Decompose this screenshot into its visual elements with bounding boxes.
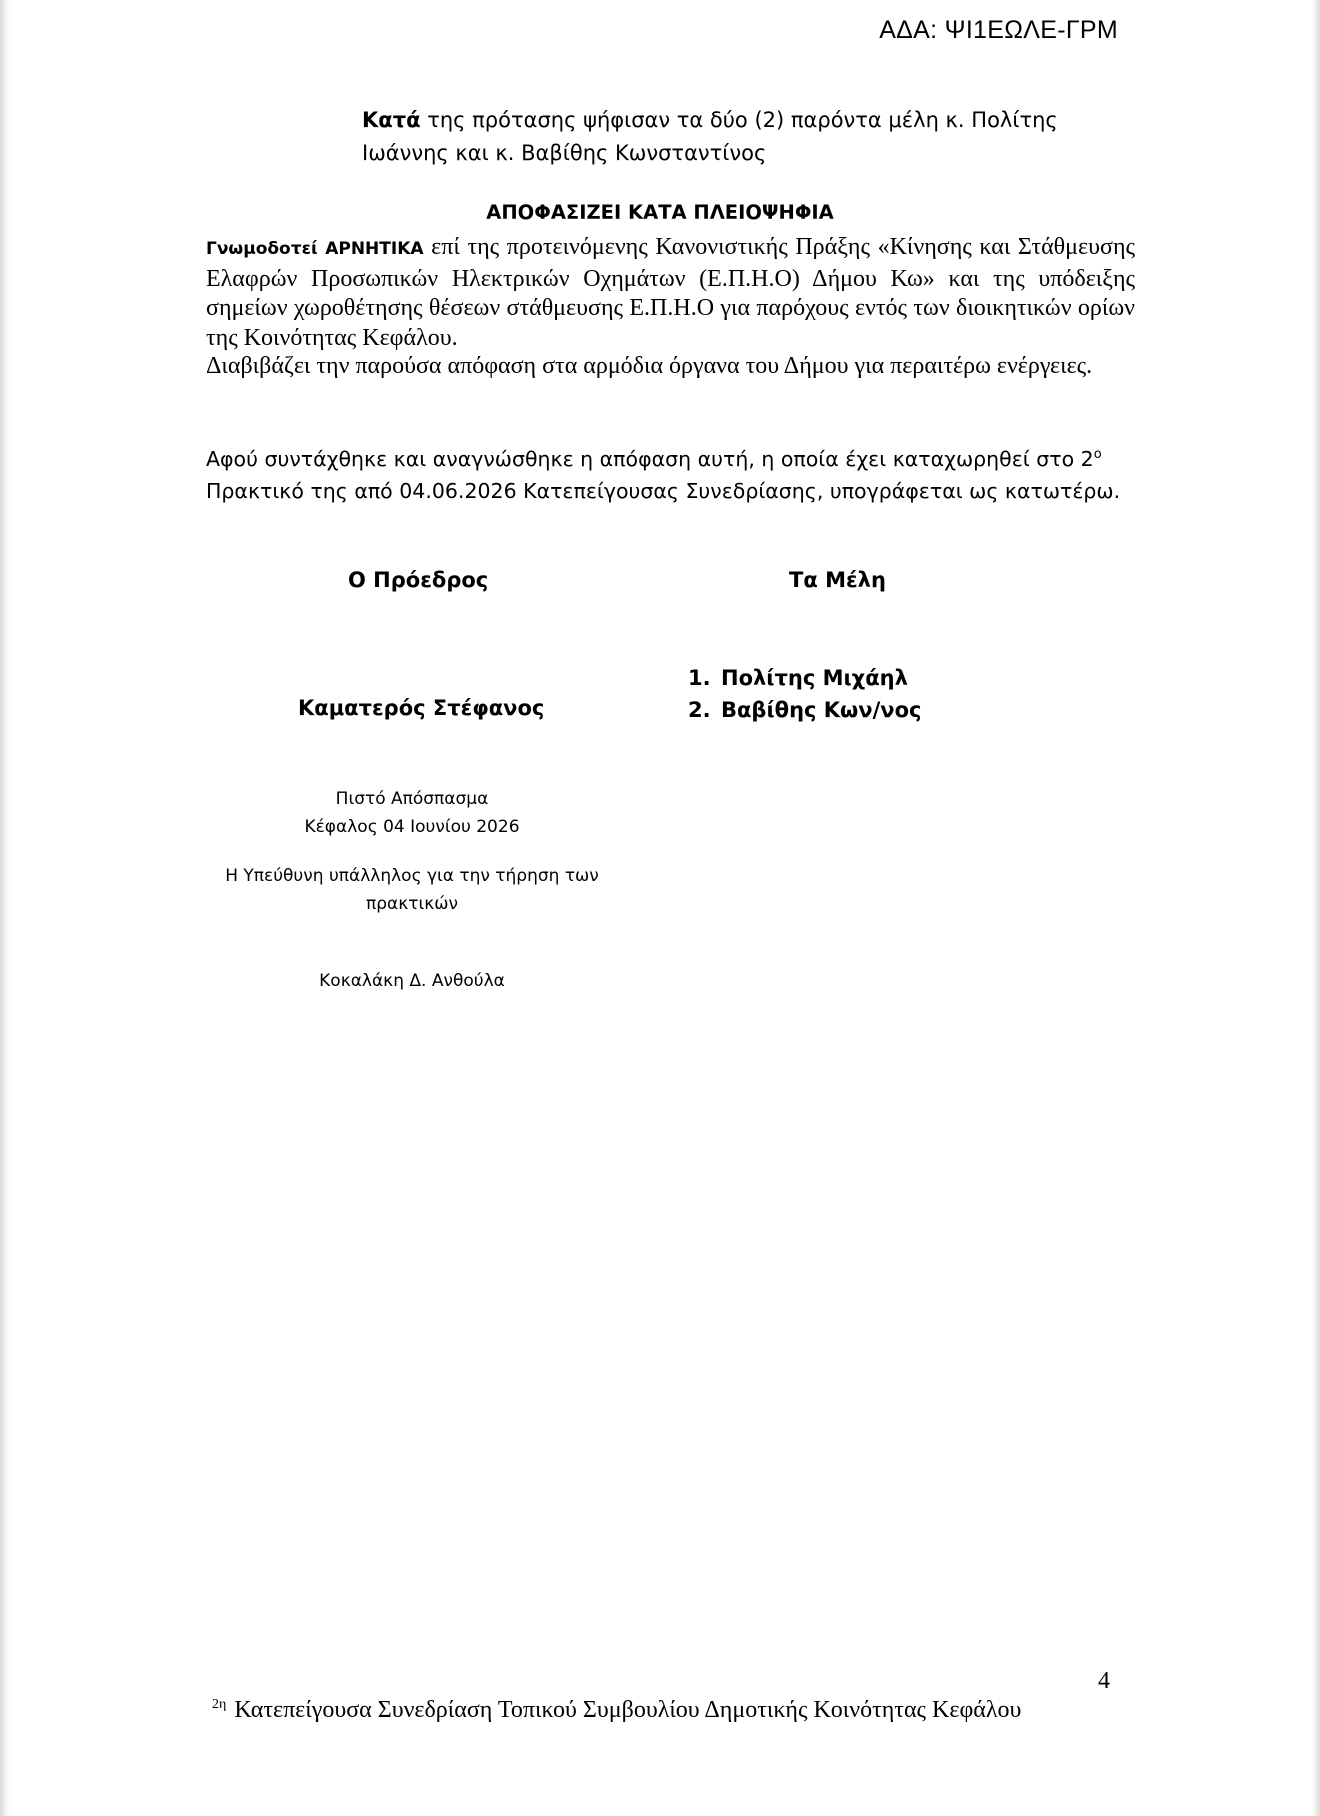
ada-code: ΑΔΑ: ΨΙ1ΕΩΛΕ-ΓΡΜ bbox=[879, 16, 1118, 44]
chair-name: Καματερός Στέφανος bbox=[298, 696, 545, 720]
closing-paragraph bbox=[206, 443, 1146, 507]
officer-role bbox=[206, 862, 618, 918]
opinion-paragraph bbox=[206, 233, 1135, 353]
chair-label: Ο Πρόεδρος bbox=[348, 568, 489, 592]
vote-against-lead: Κατά bbox=[362, 108, 421, 132]
opinion-lead: Γνωμοδοτεί ΑΡΝΗΤΙΚΑ bbox=[206, 239, 424, 259]
member-number: 1. bbox=[688, 666, 711, 690]
closing-superscript: ο bbox=[1093, 447, 1102, 463]
certification-place-date: Κέφαλος 04 Ιουνίου 2026 bbox=[304, 817, 520, 837]
opinion-text: επί της προτεινόμενης Κανονιστικής Πράξης «Κίνησης και Στάθμευσης Ελαφρών Προσωπικών Ηλεκτρικών Οχημάτων (Ε.Π.Η.Ο) Δήμου Κω» και της υπόδειξης σημείων χωροθέτησης θέσεων στάθμευσης Ε.Π.Η.Ο για παρόχους εντός των διοικητικών ορίων της Κοινότητας Κεφάλου. bbox=[206, 234, 1136, 351]
vote-against-paragraph bbox=[362, 104, 1122, 170]
officer-name: Κοκαλάκη Δ. Ανθούλα bbox=[319, 971, 505, 991]
officer-role-line1: Η Υπεύθυνη υπάλληλος για την τήρηση των bbox=[225, 866, 599, 886]
page-footer bbox=[212, 1697, 1021, 1724]
closing-text-after: Πρακτικό της από 04.06.2026 Κατεπείγουσας Συνεδρίασης, υπογράφεται ως κατωτέρω. bbox=[206, 479, 1121, 503]
officer-role-line2: πρακτικών bbox=[366, 894, 458, 914]
member-number: 2. bbox=[688, 698, 711, 722]
certification-title: Πιστό Απόσπασμα bbox=[335, 789, 489, 809]
member-name: Βαβίθης Κων/νος bbox=[721, 698, 922, 722]
vote-against-text: της πρότασης ψήφισαν τα δύο (2) παρόντα μέλη κ. Πολίτης Ιωάννης και κ. Βαβίθης Κωνσταντίνος bbox=[362, 108, 1058, 165]
page-number: 4 bbox=[1098, 1668, 1110, 1694]
forward-paragraph: Διαβιβάζει την παρούσα απόφαση στα αρμόδια όργανα του Δήμου για περαιτέρω ενέργειες. bbox=[206, 353, 1093, 379]
certification-block bbox=[206, 785, 618, 841]
footer-superscript: 2η bbox=[212, 1697, 227, 1712]
page-right-edge bbox=[1312, 0, 1320, 1816]
member-name: Πολίτης Μιχάηλ bbox=[721, 666, 908, 690]
decision-heading: ΑΠΟΦΑΣΙΖΕΙ ΚΑΤΑ ΠΛΕΙΟΨΗΦΙΑ bbox=[486, 201, 834, 224]
list-item bbox=[688, 694, 921, 726]
members-list bbox=[688, 662, 921, 726]
list-item bbox=[688, 662, 921, 694]
closing-text-before: Αφού συντάχθηκε και αναγνώσθηκε η απόφαση αυτή, η οποία έχει καταχωρηθεί στο 2 bbox=[206, 447, 1094, 471]
page-left-edge bbox=[0, 0, 10, 1816]
members-label: Τα Μέλη bbox=[789, 568, 886, 592]
footer-text: Κατεπείγουσα Συνεδρίαση Τοπικού Συμβουλίου Δημοτικής Κοινότητας Κεφάλου bbox=[234, 1697, 1022, 1723]
